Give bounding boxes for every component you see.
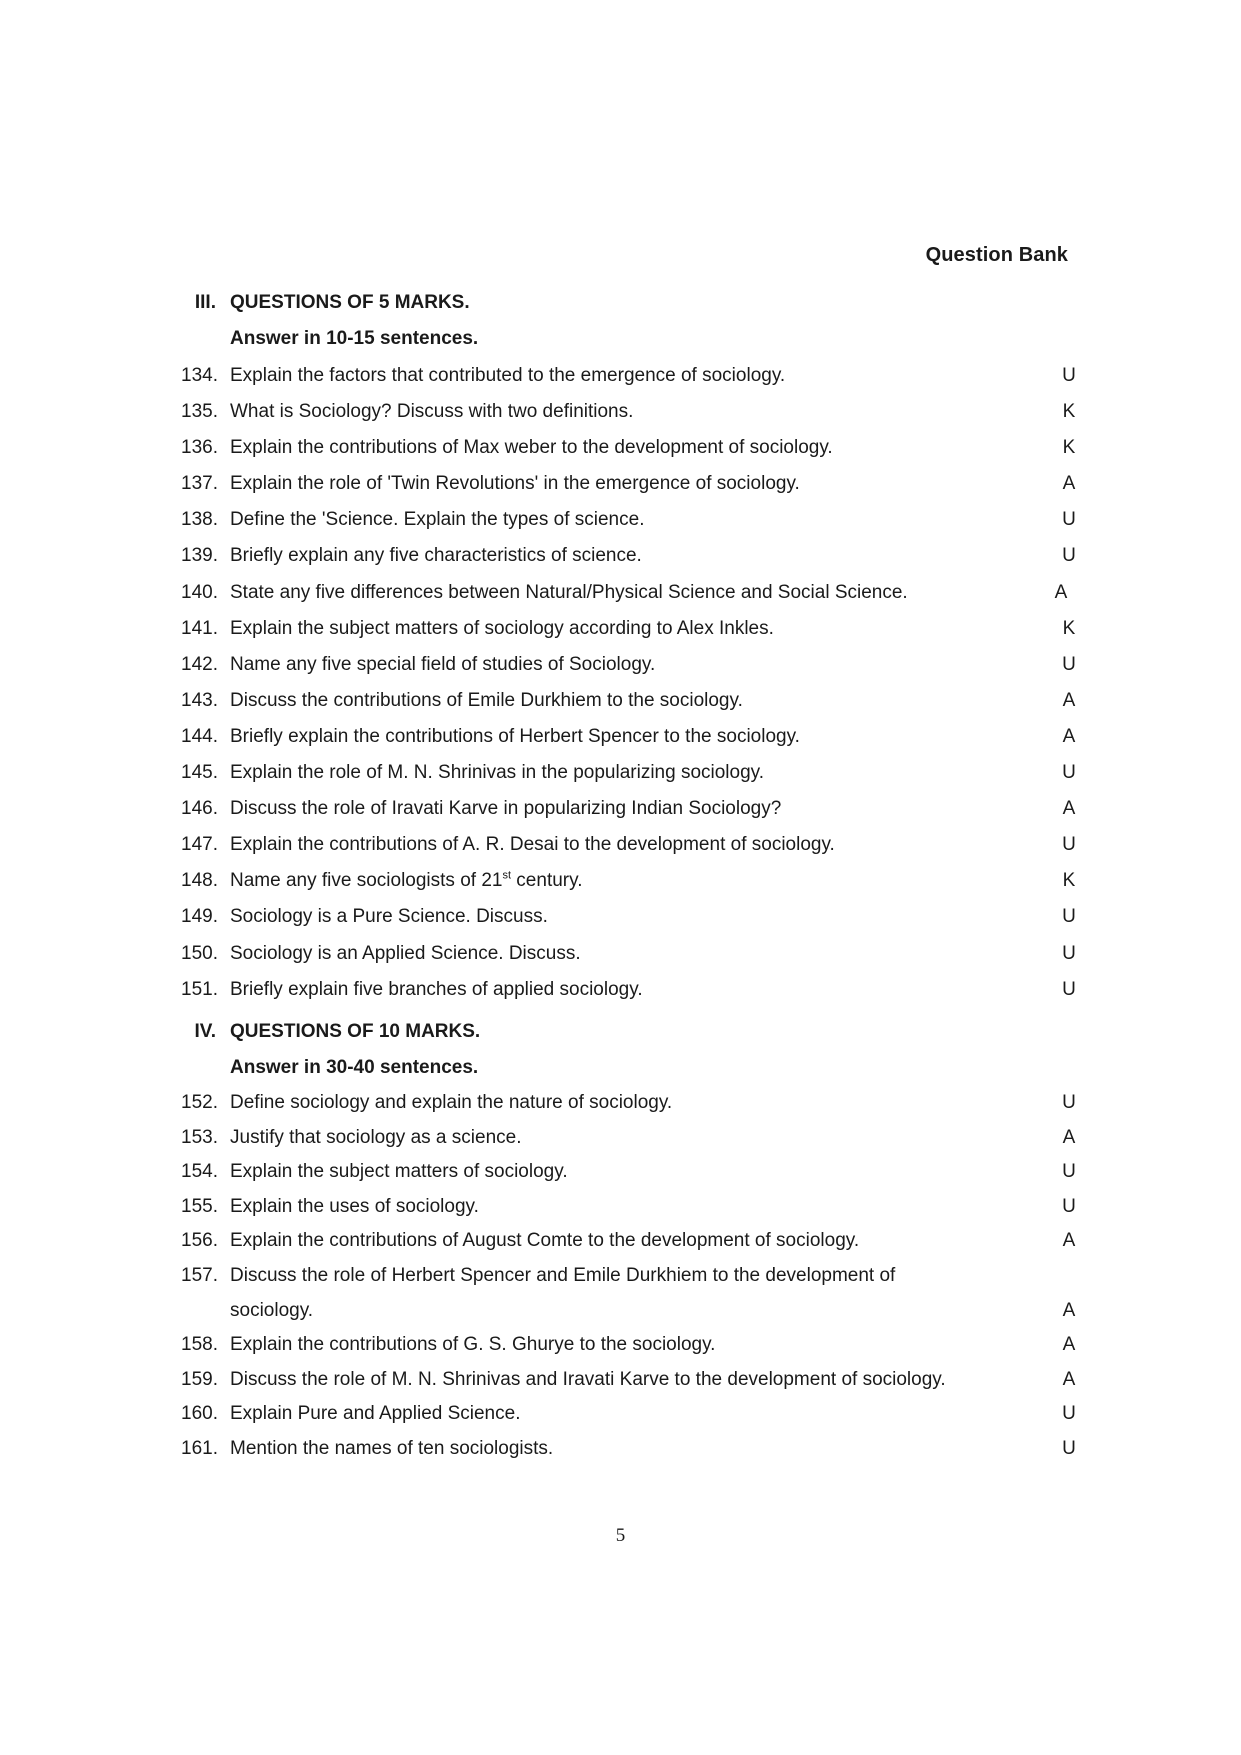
question-text: Explain the contributions of August Comte to the development of sociology. xyxy=(230,1230,860,1252)
question-number: 153. xyxy=(181,1126,218,1148)
question-item xyxy=(0,761,1241,797)
page-number: 5 xyxy=(615,1525,626,1546)
cognitive-level-label: K xyxy=(1062,870,1076,892)
section-numeral: IV. xyxy=(194,1021,216,1042)
cognitive-level-label: U xyxy=(1062,942,1076,964)
ordinal-superscript: st xyxy=(502,869,512,882)
question-number: 154. xyxy=(181,1161,218,1183)
section-title: QUESTIONS OF 10 MARKS. xyxy=(230,1021,481,1042)
question-item xyxy=(0,869,1241,905)
question-text-part: Name any five sociologists of 21 xyxy=(230,870,503,892)
cognitive-level-label: A xyxy=(1062,689,1076,711)
question-number: 149. xyxy=(181,906,218,928)
question-number: 144. xyxy=(181,725,218,747)
cognitive-level-label: U xyxy=(1062,762,1076,784)
question-text: Explain the factors that contributed to the emergence of sociology. xyxy=(230,365,786,386)
cognitive-level-label: A xyxy=(1054,581,1068,603)
question-text-continuation: sociology. xyxy=(230,1299,314,1321)
question-text: Explain the role of 'Twin Revolutions' in the emergence of sociology. xyxy=(230,473,800,495)
question-number: 156. xyxy=(181,1230,218,1252)
cognitive-level-label: U xyxy=(1062,509,1076,531)
question-list xyxy=(0,364,1241,1014)
question-number: 161. xyxy=(181,1437,218,1459)
question-text: Explain Pure and Applied Science. xyxy=(230,1403,521,1425)
cognitive-level-label: A xyxy=(1062,798,1076,820)
question-text: Discuss the role of Iravati Karve in popularizing Indian Sociology? xyxy=(230,798,782,820)
question-text: Define sociology and explain the nature of sociology. xyxy=(230,1092,673,1113)
cognitive-level-label: U xyxy=(1062,545,1076,567)
question-item xyxy=(0,1126,1241,1161)
cognitive-level-label: K xyxy=(1062,617,1076,639)
cognitive-level-label: A xyxy=(1062,1334,1076,1356)
section-numeral: III. xyxy=(194,292,216,313)
question-text: Briefly explain the contributions of Herbert Spencer to the sociology. xyxy=(230,725,800,747)
question-item xyxy=(0,1195,1241,1230)
question-number: 136. xyxy=(181,437,218,459)
question-item xyxy=(0,1229,1241,1264)
question-item xyxy=(0,436,1241,472)
section-heading xyxy=(0,1021,1241,1057)
section-10-marks xyxy=(0,1021,1241,1472)
question-text: State any five differences between Natural/Physical Science and Social Science. xyxy=(230,581,908,603)
cognitive-level-label: A xyxy=(1062,473,1076,495)
question-text xyxy=(230,869,1040,893)
question-item xyxy=(0,472,1241,508)
question-item xyxy=(0,689,1241,725)
cognitive-level-label: A xyxy=(1062,1299,1076,1321)
cognitive-level-label: U xyxy=(1062,978,1076,1000)
question-number: 147. xyxy=(181,834,218,856)
question-number: 158. xyxy=(181,1334,218,1356)
cognitive-level-label: U xyxy=(1062,365,1076,386)
section-5-marks xyxy=(0,292,1241,1014)
question-number: 155. xyxy=(181,1195,218,1217)
question-number: 139. xyxy=(181,545,218,567)
question-text: Explain the subject matters of sociology. xyxy=(230,1161,568,1183)
question-item xyxy=(0,978,1241,1014)
question-number: 143. xyxy=(181,689,218,711)
question-item xyxy=(0,905,1241,941)
cognitive-level-label: U xyxy=(1062,1195,1076,1217)
question-number: 140. xyxy=(181,581,218,603)
cognitive-level-label: K xyxy=(1062,401,1076,423)
question-item xyxy=(0,797,1241,833)
question-text: Define the 'Science. Explain the types of science. xyxy=(230,509,645,531)
question-text: Name any five special field of studies of Sociology. xyxy=(230,653,656,675)
question-item xyxy=(0,653,1241,689)
cognitive-level-label: A xyxy=(1062,1368,1076,1390)
question-number: 137. xyxy=(181,473,218,495)
question-text-part: century. xyxy=(511,870,583,892)
section-instruction-text: Answer in 10-15 sentences. xyxy=(230,328,479,349)
question-text: Explain the contributions of G. S. Ghurye to the sociology. xyxy=(230,1334,716,1356)
question-number: 142. xyxy=(181,653,218,675)
question-number: 160. xyxy=(181,1403,218,1425)
question-item xyxy=(0,1264,1241,1333)
question-text: Sociology is a Pure Science. Discuss. xyxy=(230,906,548,928)
question-text: Discuss the contributions of Emile Durkhiem to the sociology. xyxy=(230,689,743,711)
question-item xyxy=(0,617,1241,653)
question-number: 146. xyxy=(181,798,218,820)
question-item xyxy=(0,1368,1241,1403)
question-item xyxy=(0,1402,1241,1437)
question-item xyxy=(0,544,1241,580)
question-number: 157. xyxy=(181,1264,218,1286)
question-item xyxy=(0,1333,1241,1368)
question-text: Discuss the role of M. N. Shrinivas and Iravati Karve to the development of sociology. xyxy=(230,1368,946,1390)
question-text: Sociology is an Applied Science. Discuss. xyxy=(230,942,581,964)
question-item xyxy=(0,364,1241,400)
page-header-title: Question Bank xyxy=(925,244,1068,266)
question-text: Explain the role of M. N. Shrinivas in the popularizing sociology. xyxy=(230,762,765,784)
question-text: Mention the names of ten sociologists. xyxy=(230,1437,554,1459)
question-item xyxy=(0,1160,1241,1195)
question-item xyxy=(0,1091,1241,1126)
cognitive-level-label: K xyxy=(1062,437,1076,459)
question-number: 135. xyxy=(181,401,218,423)
question-text: Explain the uses of sociology. xyxy=(230,1195,479,1217)
cognitive-level-label: U xyxy=(1062,653,1076,675)
question-text: Briefly explain five branches of applied sociology. xyxy=(230,978,643,1000)
question-number: 138. xyxy=(181,509,218,531)
section-instruction-text: Answer in 30-40 sentences. xyxy=(230,1057,479,1078)
section-instruction xyxy=(0,1057,1241,1091)
question-list xyxy=(0,1091,1241,1472)
question-text: What is Sociology? Discuss with two definitions. xyxy=(230,401,634,423)
cognitive-level-label: U xyxy=(1062,1403,1076,1425)
cognitive-level-label: A xyxy=(1062,1126,1076,1148)
cognitive-level-label: U xyxy=(1062,1092,1076,1113)
cognitive-level-label: U xyxy=(1062,1437,1076,1459)
question-number: 159. xyxy=(181,1368,218,1390)
question-number: 134. xyxy=(181,365,218,386)
question-text: Discuss the role of Herbert Spencer and Emile Durkhiem to the development of xyxy=(230,1264,896,1286)
question-text: Explain the contributions of Max weber to the development of sociology. xyxy=(230,437,833,459)
question-item xyxy=(0,1437,1241,1472)
question-number: 141. xyxy=(181,617,218,639)
question-item xyxy=(0,942,1241,978)
question-text: Briefly explain any five characteristics of science. xyxy=(230,545,642,567)
question-number: 145. xyxy=(181,762,218,784)
question-item xyxy=(0,725,1241,761)
question-number: 151. xyxy=(181,978,218,1000)
question-text: Explain the subject matters of sociology according to Alex Inkles. xyxy=(230,617,774,639)
cognitive-level-label: U xyxy=(1062,1161,1076,1183)
cognitive-level-label: U xyxy=(1062,834,1076,856)
section-title: QUESTIONS OF 5 MARKS. xyxy=(230,292,470,313)
section-heading xyxy=(0,292,1241,328)
question-item xyxy=(0,833,1241,869)
question-text: Justify that sociology as a science. xyxy=(230,1126,522,1148)
cognitive-level-label: A xyxy=(1062,725,1076,747)
cognitive-level-label: A xyxy=(1062,1230,1076,1252)
question-number: 150. xyxy=(181,942,218,964)
cognitive-level-label: U xyxy=(1062,906,1076,928)
question-number: 152. xyxy=(181,1092,218,1113)
question-number: 148. xyxy=(181,870,218,892)
question-item xyxy=(0,581,1241,617)
section-instruction xyxy=(0,328,1241,364)
question-item xyxy=(0,400,1241,436)
question-text: Explain the contributions of A. R. Desai to the development of sociology. xyxy=(230,834,835,856)
question-item xyxy=(0,508,1241,544)
